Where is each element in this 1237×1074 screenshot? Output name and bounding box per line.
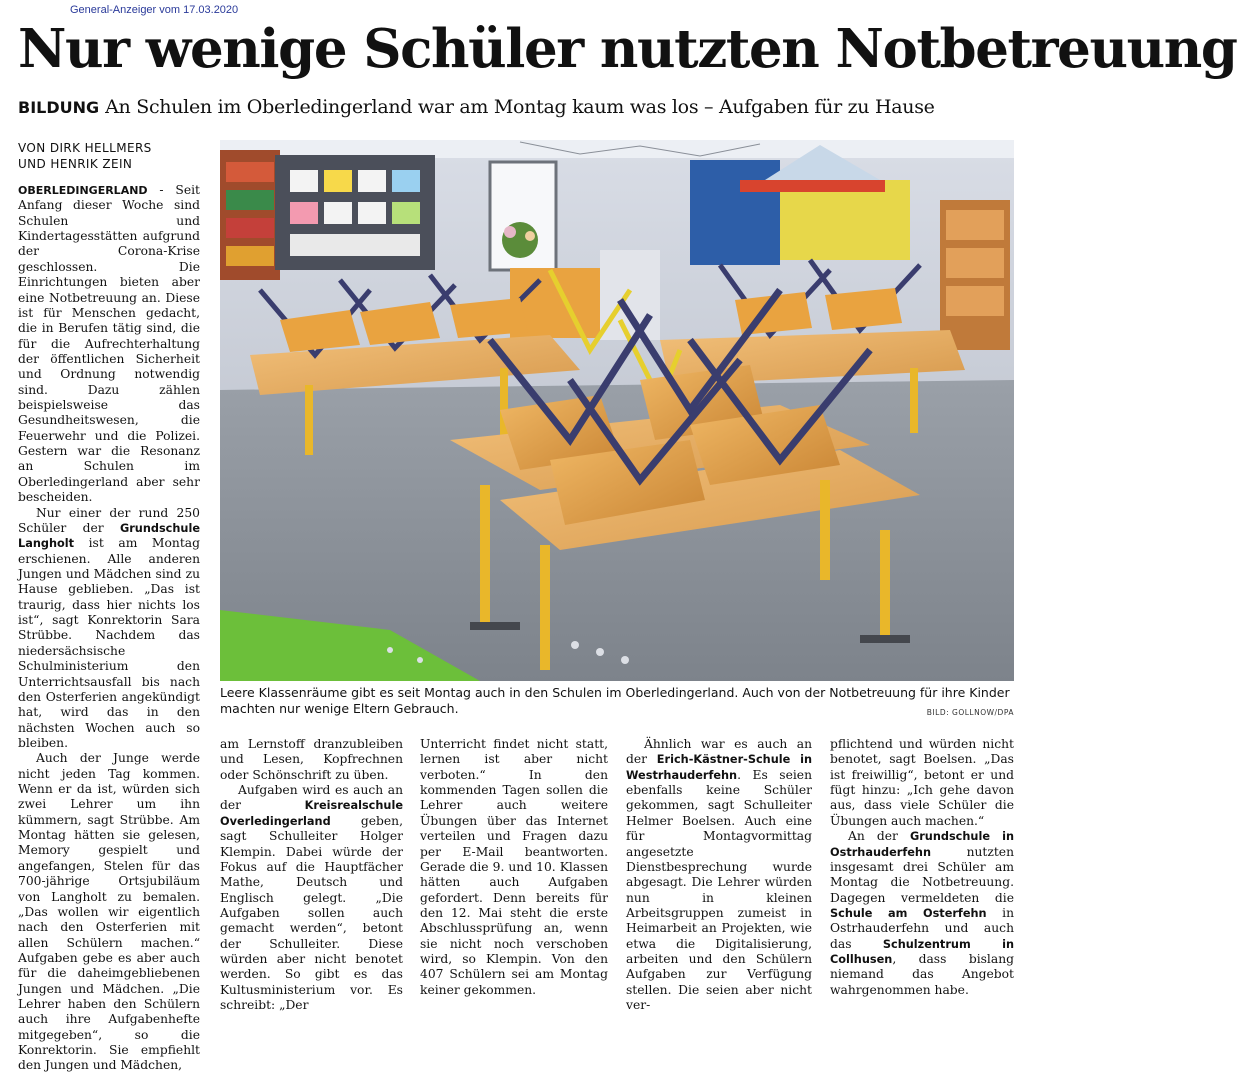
- paragraph: Unterricht findet nicht statt, lernen ist aber nicht verboten.“ In den kommenden Tagen sollen die Lehrer auch weitere Übungen über das Internet verteilen und Fragen dazu per E-Mail beantworten. Gerade die 9. und 10. Klassen hätten auch Aufgaben gefordert. Denn bereits für den 12. Mai steht die erste Abschlussprüfung an, wenn sie nicht noch verschoben wird, so Klempin. Von den 407 Schülern sei am Montag keiner gekommen.: [420, 737, 608, 997]
- article-column-1: [18, 183, 200, 1074]
- school-name: Grundschule Langholt: [18, 521, 200, 551]
- paragraph: pflichtend und würden nicht benotet, sagt Boelsen. „Das ist freiwillig“, betont er und fügt hinzu: „Ich gehe davon aus, dass viele Schüler die Übungen auch machen.“: [830, 737, 1014, 828]
- photo-credit: BILD: GOLLNOW/DPA: [926, 708, 1014, 717]
- subheadline: [18, 96, 935, 118]
- school-name: Schulzentrum in Collhusen: [830, 937, 1014, 967]
- classroom-photo: [220, 140, 1014, 681]
- paragraph-text: . Es seien ebenfalls keine Schüler gekommen, sagt Schulleiter Helmer Boelsen. Auch eine für Montagvormittag angesetzte Dienstbesprechung wurde abgesagt. Die Lehrer würden nun in kleinen Arbeitsgruppen zumeist in Heimarbeit an Projekten, wie etwa die Digitalisierung, arbeiten und den Schülern Aufgaben zur Verfügung stellen. Die seien aber nicht ver-: [626, 767, 812, 1013]
- source-line: General-Anzeiger vom 17.03.2020: [70, 4, 239, 16]
- paragraph-text: Aufgaben wird es auch an der: [220, 783, 403, 813]
- school-name: Schule am Osterfehn: [830, 906, 987, 920]
- paragraph-text: Ähnlich war es auch an der: [626, 737, 812, 767]
- paragraph-text: ist am Montag erschienen. Alle anderen Jungen und Mädchen sind zu Hause geblieben. „Das ist traurig, dass hier nichts los ist“, sagt Konrektorin Sara Strübbe. Nachdem das niedersächsische Schulministerium den Unterrichtsausfall bis nach den Osterferien angekündigt hat, wird das in den nächsten Wochen auch so bleiben.: [18, 536, 200, 750]
- school-name: Erich-Kästner-Schule in Westrhauderfehn: [626, 753, 813, 782]
- article-column-5: [830, 737, 1014, 998]
- paragraph-text: geben, sagt Schulleiter Holger Klempin. Dabei würde der Fokus auf die Hauptfächer Mathe, Deutsch und Englisch gelegt. „Die Aufgaben sollen auch gemacht werden“, betont der Schulleiter. Diese würden aber nicht benotet werden. So gibt es das Kultusministerium vor. Es schreibt: „Der: [220, 813, 403, 1013]
- paragraph: [18, 183, 200, 506]
- kicker: BILDUNG: [18, 98, 100, 117]
- paragraph-text: nutzten insgesamt drei Schüler am Montag die Notbetreuung. Dagegen vermeldeten die: [830, 844, 1014, 905]
- article-column-4: [626, 737, 812, 1013]
- classroom-photo-illustration: [220, 140, 1014, 681]
- subheadline-text: An Schulen im Oberledingerland war am Montag kaum was los – Aufgaben für zu Hause: [105, 96, 935, 118]
- paragraph-text: Nur einer der rund 250 Schüler der: [18, 505, 200, 535]
- paragraph-text: in Ostrhauderfehn und auch das: [830, 905, 1015, 951]
- paragraph: [830, 829, 1014, 998]
- paragraph: [626, 737, 812, 1013]
- school-name: Kreisrealschule Overledingerland: [220, 799, 403, 828]
- byline-line-2: UND HENRIK ZEIN: [18, 157, 133, 172]
- paragraph-text: An der: [848, 829, 910, 844]
- headline: Nur wenige Schüler nutzten Notbetreuung: [18, 18, 1237, 80]
- paragraph: [220, 783, 403, 1013]
- paragraph-text: , dass bislang niemand das Angebot wahrgenommen habe.: [830, 952, 1014, 997]
- byline-line-1: VON DIRK HELLMERS: [18, 141, 152, 155]
- school-name: Grundschule in Ostrhauderfehn: [830, 830, 1014, 859]
- photo-caption: Leere Klassenräume gibt es seit Montag auch in den Schulen im Oberledingerland. Auch von der Notbetreuung für ihre Kinder machten nur wenige Eltern Gebrauch.: [220, 685, 1010, 717]
- article-column-2: [220, 737, 403, 1013]
- paragraph: Auch der Junge werde nicht jeden Tag kommen. Wenn er da ist, würden sich zwei Lehrer um ihn kümmern, sagt Strübbe. Am Montag hätten sie gelesen, Memory gespielt und angefangen, Stelen für das 700-jährige Ortsjubiläum von Langholt zu bemalen. „Das wollen wir eigentlich nach den Osterferien mit allen Schülern machen.“ Aufgaben gebe es aber auch für die daheimgebliebenen Jungen und Mädchen. „Die Lehrer haben den Schülern auch ihre Aufgabenhefte mitgegeben“, so die Konrektorin. Sie empfiehlt den Jungen und Mädchen,: [18, 751, 200, 1073]
- paragraph: [18, 506, 200, 752]
- paragraph-text: - Seit Anfang dieser Woche sind Schulen und Kindertagesstätten aufgrund der Corona-Krise geschlossen. Die Einrichtungen bieten aber eine Notbetreuung an. Diese ist für Menschen gedacht, die in Berufen tätig sind, die für die Aufrechterhaltung der öffentlichen Sicherheit und Ordnung notwendig sind. Dazu zählen beispielsweise das Gesundheitswesen, die Feuerwehr und die Polizei. Gestern war die Resonanz an Schulen im Oberledingerland aber sehr bescheiden.: [18, 183, 200, 505]
- dateline: OBERLEDINGERLAND: [18, 184, 148, 197]
- article-column-3: [420, 737, 608, 998]
- paragraph: am Lernstoff dranzubleiben und Lesen, Kopfrechnen oder Schönschrift zu üben.: [220, 737, 403, 782]
- byline: [18, 140, 218, 172]
